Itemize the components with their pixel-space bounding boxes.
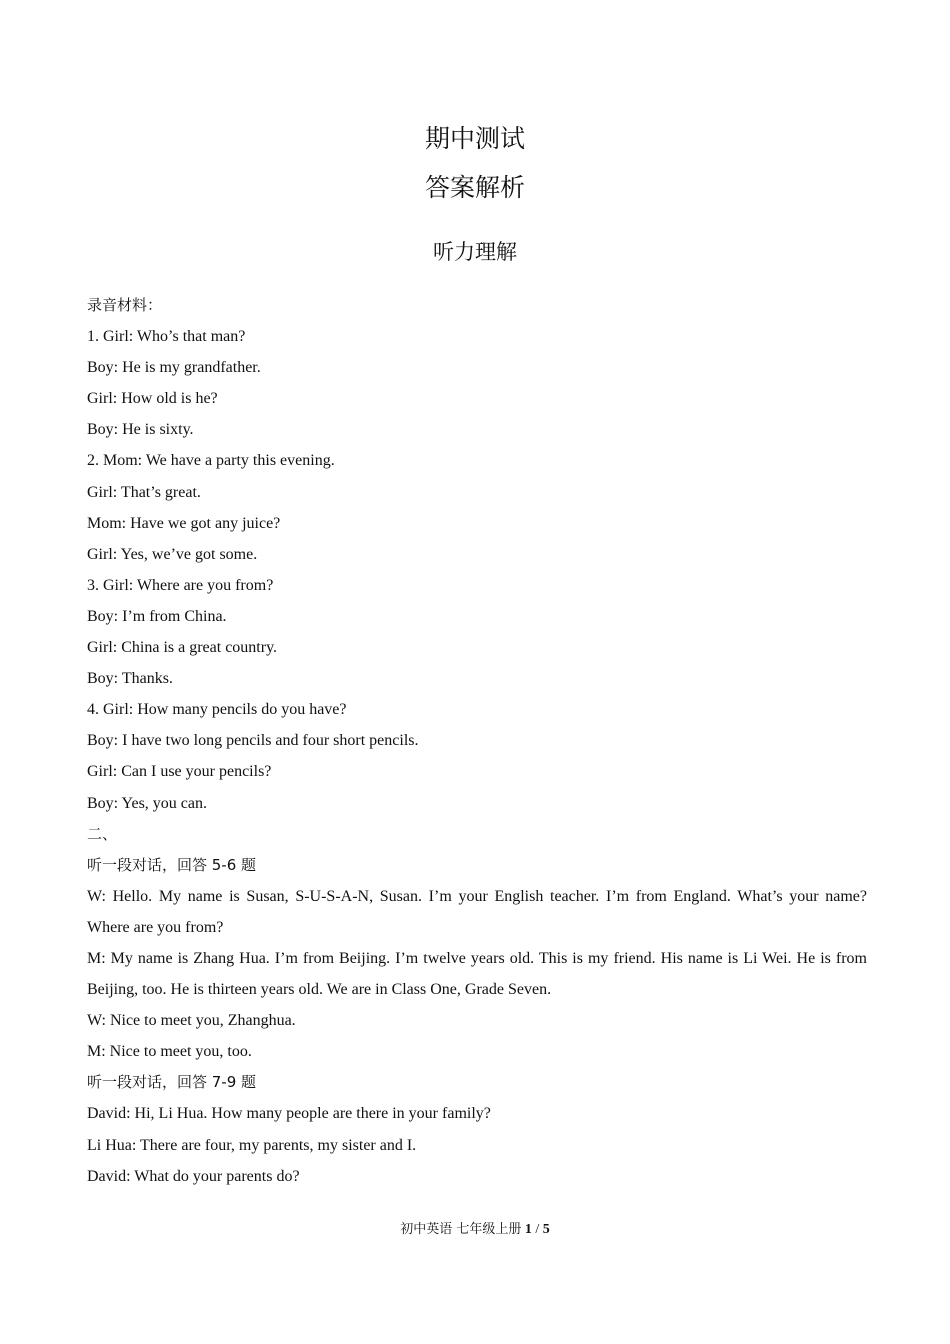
footer-page-total: 5 [542,1222,550,1237]
instruction-line: 听一段对话，回答 7-9 题 [87,1073,257,1092]
part-number: 二、 [87,824,118,843]
page-footer [0,1220,950,1240]
transcript-line: Boy: Yes, you can. [87,794,208,812]
transcript-line: Boy: I have two long pencils and four short pencils. [87,732,419,750]
footer-page-current: 1 [524,1222,532,1237]
transcript-line: M: My name is Zhang Hua. I’m from Beijing. I’m twelve years old. This is my friend. His name is Li Wei. He is from Beijing, too. He is thirteen years old. We are in Class One, Grade Seven. [87,949,867,999]
transcript-line: David: What do your parents do? [87,1167,300,1185]
transcript-heading: 录音材料： [87,296,163,314]
transcript-line: Mom: Have we got any juice? [87,514,281,532]
transcript-line: Girl: How old is he? [87,390,218,408]
transcript-line: W: Nice to meet you, Zhanghua. [87,1012,296,1030]
transcript-line: 1. Girl: Who’s that man? [87,328,246,346]
page-subtitle: 答案解析 [424,173,525,202]
transcript-line: 4. Girl: How many pencils do you have? [87,701,347,719]
transcript-line: Boy: He is my grandfather. [87,359,261,377]
footer-separator: / [535,1222,540,1237]
transcript-line: M: Nice to meet you, too. [87,1043,252,1061]
transcript-line: Boy: I’m from China. [87,607,227,625]
transcript-line: Li Hua: There are four, my parents, my sister and I. [87,1136,417,1154]
footer-course: 初中英语 七年级上册 [400,1222,522,1237]
transcript-line: Boy: He is sixty. [87,421,194,439]
section-title: 听力理解 [433,240,517,264]
transcript-line: Girl: That’s great. [87,483,201,501]
transcript-body [87,290,867,1192]
transcript-line: David: Hi, Li Hua. How many people are there in your family? [87,1105,491,1123]
transcript-line: 3. Girl: Where are you from? [87,576,274,594]
transcript-line: Girl: Yes, we’ve got some. [87,545,258,563]
transcript-line: 2. Mom: We have a party this evening. [87,452,335,470]
transcript-line: Girl: Can I use your pencils? [87,763,272,781]
transcript-line: Girl: China is a great country. [87,639,278,657]
instruction-line: 听一段对话，回答 5-6 题 [87,855,257,874]
transcript-line: W: Hello. My name is Susan, S-U-S-A-N, Susan. I’m your English teacher. I’m from England. What’s your name? Where are you from? [87,887,867,936]
page-title: 期中测试 [424,124,525,153]
transcript-line: Boy: Thanks. [87,670,173,688]
